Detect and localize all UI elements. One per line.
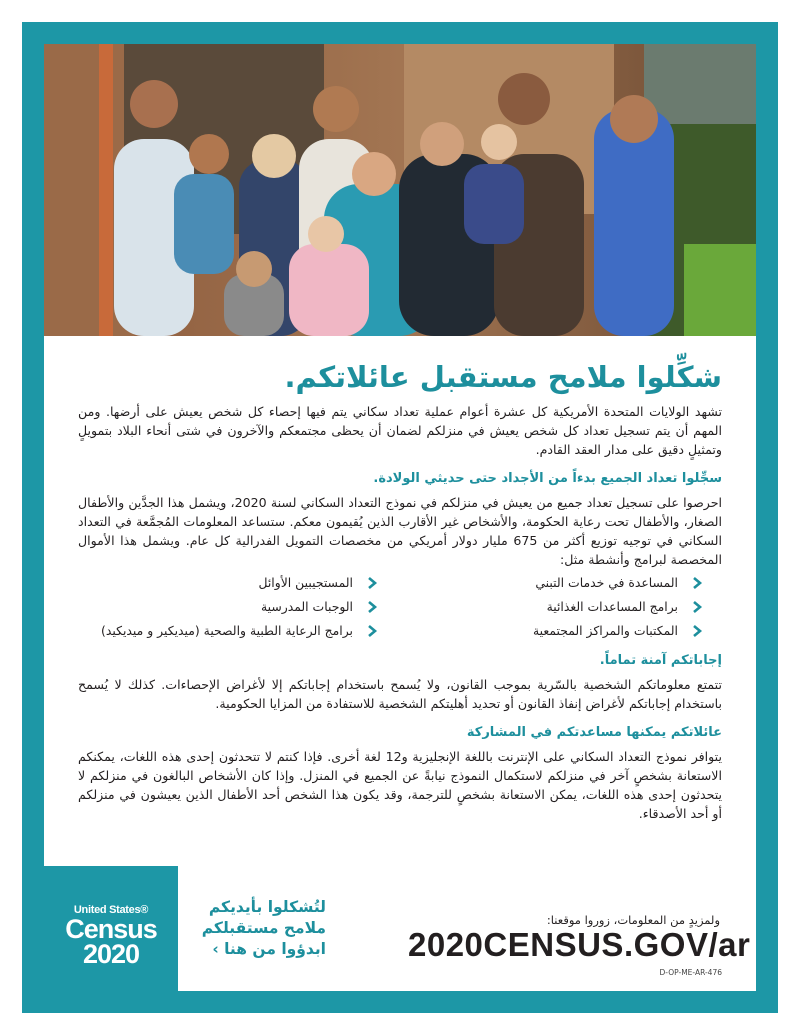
chevron-icon <box>690 576 704 590</box>
list-item-label: الوجبات المدرسية <box>260 599 353 614</box>
tagline-line-1: لتُشكلوا بأيديكم <box>208 898 326 916</box>
logo-year: 2020 <box>82 939 140 969</box>
list-item-label: المكتبات والمراكز المجتمعية <box>532 623 678 638</box>
section-body-privacy: تتمتع معلوماتكم الشخصية بالسّرية بموجب القانون، ولا يُسمح باستخدام إجاباتكم إلا لأغراض الإحصاءات. كذلك لا يُسمح باستخدام إجاباتكم لأغراض إنفاذ القانون أو تحديد أهليتكم الشخصية للاستفادة من المزايا الحكومية. <box>78 677 722 711</box>
census-url-link[interactable]: 2020CENSUS.GOV/ar <box>408 926 751 963</box>
funding-programs-list <box>78 573 722 641</box>
list-item-label: برامج المساعدات الغذائية <box>546 599 678 614</box>
list-item <box>78 573 379 593</box>
tagline <box>186 897 326 960</box>
chevron-icon <box>365 624 379 638</box>
tagline-line-3[interactable]: ابدؤوا من هنا › <box>212 940 326 958</box>
list-item <box>403 597 704 617</box>
document-code: D-OP-ME-AR-476 <box>659 968 722 977</box>
chevron-icon <box>365 600 379 614</box>
chevron-icon <box>690 624 704 638</box>
logo-united-states: United States® <box>73 904 149 916</box>
headline: شكِّلوا ملامح مستقبل عائلاتكم. <box>284 360 722 394</box>
visit-text: ولمزيدٍ من المعلومات، زوروا موقعنا: <box>546 913 720 927</box>
section-heading-count-everyone: سجِّلوا تعداد الجميع بدءاً من الأجداد حتى حديثي الولادة. <box>373 471 722 486</box>
list-item <box>78 597 379 617</box>
list-item-label: المساعدة في خدمات التبني <box>535 575 678 590</box>
list-item <box>78 621 379 641</box>
list-item-label: المستجيبين الأوائل <box>258 575 353 590</box>
list-item <box>403 573 704 593</box>
logo-census-word: Census <box>65 914 157 944</box>
tagline-line-2: ملامح مستقبلكم <box>201 919 326 937</box>
main-content <box>78 336 722 823</box>
census-logo <box>44 866 178 991</box>
section-body-count-everyone: احرصوا على تسجيل تعداد جميع من يعيش في منزلكم في نموذج التعداد السكاني لسنة 2020، ويشمل هذا الجدَّين والأطفال الصغار، والأطفال تحت رعاية الحكومة، والأشخاص غير الأقارب الذين يُقيمون معكم. ستساعد المعلومات المُجمَّعة في التعداد السكاني في توجيه توزيع أكثر من 675 مليار دولار أمريكي من مخصصات التمويل الفدرالية كل عام. ويشمل هذا الأموال المخصصة لبرامج وأنشطة مثل: <box>78 495 722 567</box>
section-heading-privacy: إجاباتكم آمنة تماماً. <box>599 653 722 668</box>
chevron-icon <box>690 600 704 614</box>
family-photo <box>44 44 756 336</box>
chevron-icon <box>365 576 379 590</box>
section-body-family-help: يتوافر نموذج التعداد السكاني على الإنترنت باللغة الإنجليزية و12 لغة أخرى. فإذا كنتم لا تتحدثون إحدى هذه اللغات، يمكنكم الاستعانة بشخصٍ آخر في منزلكم لاستكمال النموذج نيابةً عن الجميع في المنزل. وإذا كان الأشخاص البالغون في منزلكم لا يتحدثون إحدى هذه اللغات، يمكن الاستعانة بشخصٍ للترجمة، وقد يكون هذا الشخص أحد الأطفال الذين يعيشون في منزلكم أو أحد الأصدقاء. <box>78 749 722 821</box>
intro-paragraph: تشهد الولايات المتحدة الأمريكية كل عشرة أعوام عملية تعداد سكاني يتم فيها إحصاء كل شخص يعيش على أرضها. ومن المهم أن يتم تسجيل تعداد كل شخص يعيش في منزلكم لضمان أن يحظى مجتمعكم والآخرون في شتى أنحاء البلاد بتمويلٍ وتمثيلٍ دقيق على مدار العقد القادم. <box>78 404 722 457</box>
section-heading-family-help: عائلاتكم يمكنها مساعدتكم في المشاركة <box>466 725 722 740</box>
list-item-label: برامج الرعاية الطبية والصحية (ميديكير و ميديكيد) <box>101 623 353 638</box>
list-item <box>403 621 704 641</box>
